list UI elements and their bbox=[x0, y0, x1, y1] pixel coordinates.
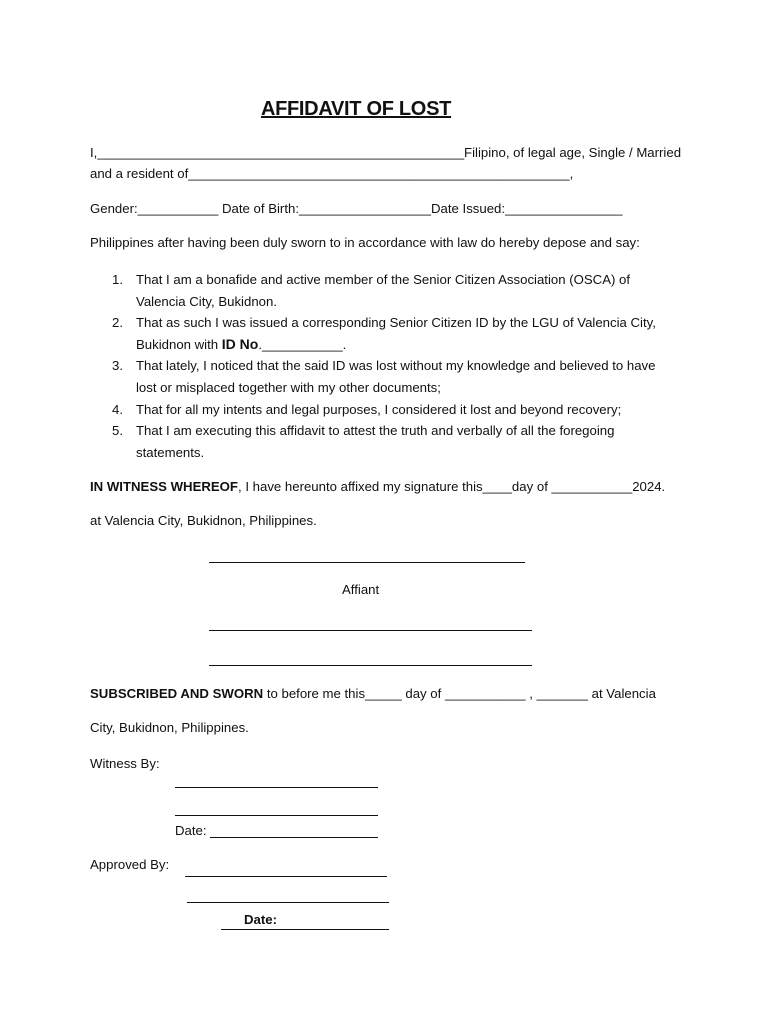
gender-label: Gender: bbox=[90, 201, 138, 216]
list-item bbox=[110, 355, 670, 398]
approved-date-line bbox=[221, 929, 389, 930]
issued-blank: ________________ bbox=[505, 201, 623, 216]
list-item bbox=[110, 312, 670, 355]
sworn-statement: Philippines after having been duly sworn to in accordance with law do hereby depose and say: bbox=[90, 235, 640, 250]
intro-suffix: Filipino, of legal age, Single / Married bbox=[464, 145, 682, 160]
item-text-a: That as such I was issued a corresponding Senior Citizen ID by the LGU of Valencia City, Bukidnon with bbox=[136, 315, 656, 352]
gender-blank: ___________ bbox=[137, 201, 219, 216]
item-text bbox=[136, 312, 670, 355]
item-text: That I am executing this affidavit to attest the truth and verbally of all the foregoing statements. bbox=[136, 423, 615, 460]
depositions-list bbox=[110, 269, 670, 463]
intro-line-2 bbox=[90, 166, 573, 182]
subscribed-line-2: City, Bukidnon, Philippines. bbox=[90, 720, 249, 735]
name-blank: __________________________________________________ bbox=[97, 145, 465, 160]
witness-date-line bbox=[210, 837, 378, 838]
intro-line-1 bbox=[90, 145, 681, 161]
approved-date-label: Date: bbox=[244, 912, 277, 927]
affiant-label: Affiant bbox=[342, 582, 380, 597]
witness-signature-line bbox=[175, 787, 378, 788]
witness-signature-line bbox=[175, 815, 378, 816]
resident-label: and a resident of bbox=[90, 166, 189, 181]
document-title: AFFIDAVIT OF LOST bbox=[260, 98, 452, 120]
approver-signature-line bbox=[187, 902, 389, 903]
intro-prefix: I, bbox=[90, 145, 98, 160]
subscribed-text: to before me this_____ day of ___________ , _______ at Valencia bbox=[263, 686, 656, 701]
residence-blank: ____________________________________________________ bbox=[188, 166, 570, 181]
item-number: 4. bbox=[112, 401, 123, 417]
approver-signature-line bbox=[185, 876, 387, 877]
list-item bbox=[110, 420, 670, 463]
item-number: 5. bbox=[112, 423, 123, 439]
item-text: That lately, I noticed that the said ID was lost without my knowledge and believed to have lost or misplaced together with my other documents; bbox=[136, 358, 656, 395]
item-number: 2. bbox=[112, 315, 123, 331]
item-text: That I am a bonafide and active member of the Senior Citizen Association (OSCA) of Valencia City, Bukidnon. bbox=[136, 272, 631, 309]
item-number: 1. bbox=[112, 272, 123, 287]
subscribed-line bbox=[90, 686, 656, 702]
affiant-signature-line bbox=[209, 562, 525, 563]
witness-date-label: Date: bbox=[175, 823, 207, 838]
details-line bbox=[90, 201, 622, 217]
subscribed-heading: SUBSCRIBED AND SWORN bbox=[90, 686, 264, 701]
signature-line bbox=[209, 630, 532, 631]
resident-suffix: , bbox=[569, 166, 574, 181]
list-item bbox=[110, 399, 670, 421]
witness-whereof-line bbox=[90, 479, 665, 495]
item-number: 3. bbox=[112, 358, 123, 374]
issued-label: Date Issued: bbox=[431, 201, 506, 216]
item-text: That for all my intents and legal purposes, I considered it lost and beyond recovery; bbox=[136, 401, 622, 417]
id-no-label: ID No bbox=[221, 335, 259, 352]
id-no-blank: .___________. bbox=[258, 336, 347, 352]
location-line: at Valencia City, Bukidnon, Philippines. bbox=[90, 513, 317, 528]
list-item bbox=[110, 269, 670, 312]
witness-whereof-heading: IN WITNESS WHEREOF bbox=[90, 479, 238, 494]
signature-line bbox=[209, 665, 532, 666]
dob-label: Date of Birth: bbox=[222, 201, 299, 216]
witness-whereof-text: , I have hereunto affixed my signature this____day of ___________2024. bbox=[238, 479, 666, 494]
dob-blank: __________________ bbox=[298, 201, 432, 216]
witness-by-label: Witness By: bbox=[90, 756, 160, 771]
approved-by-label: Approved By: bbox=[90, 857, 170, 872]
